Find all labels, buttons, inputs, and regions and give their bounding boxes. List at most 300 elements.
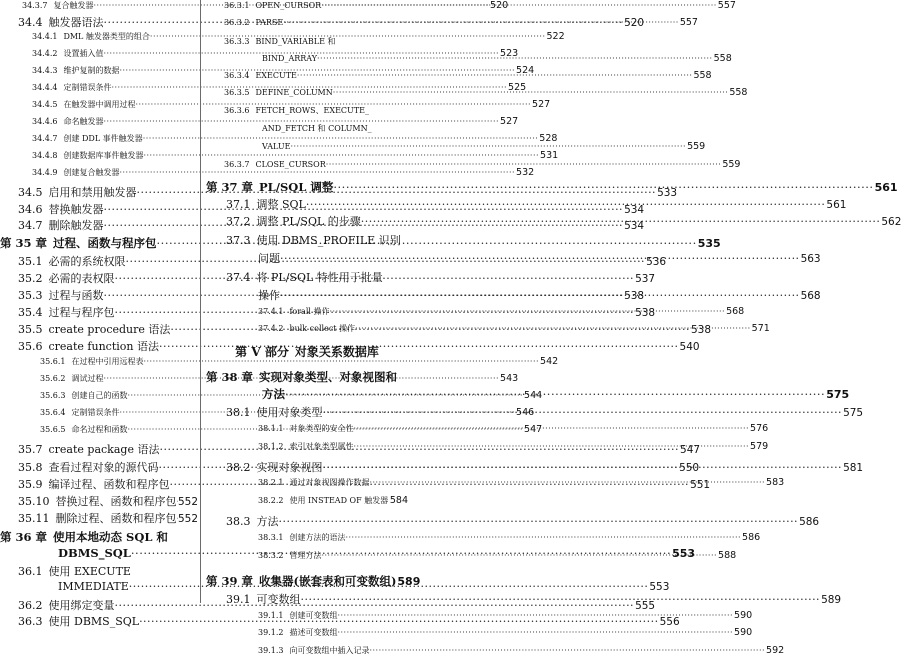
toc-page-number: 550 bbox=[678, 462, 699, 474]
toc-entry-title: bulk collect 操作 bbox=[289, 324, 355, 333]
toc-page-number: 552 bbox=[177, 513, 198, 525]
toc-entry-title: 实现对象视图 bbox=[257, 461, 323, 474]
toc-entry bbox=[206, 495, 408, 506]
toc-entry-text bbox=[258, 287, 280, 303]
toc-entry-title: CLOSE_CURSOR bbox=[255, 160, 325, 169]
toc-entry-number: 34.6 bbox=[18, 203, 43, 216]
toc-entry-number: 34.4.6 bbox=[32, 117, 57, 126]
toc-entry bbox=[206, 591, 408, 607]
toc-entry bbox=[0, 407, 198, 418]
toc-entry-number: 35.8 bbox=[18, 461, 43, 474]
toc-entry-number: 34.4.9 bbox=[32, 168, 57, 177]
toc-entry-number: 35.3 bbox=[18, 289, 43, 302]
toc-entry-number: 36.3 bbox=[18, 615, 43, 628]
toc-page-number: 589 bbox=[396, 575, 420, 588]
toc-entry bbox=[0, 287, 198, 303]
toc-page-number: 592 bbox=[765, 645, 784, 656]
toc-entry-text bbox=[258, 477, 369, 488]
toc-page-number: 538 bbox=[623, 290, 644, 302]
toc-entry-title: 命名触发器 bbox=[63, 117, 103, 126]
toc-page-number: 559 bbox=[721, 159, 740, 170]
toc-entry-number: 第 37 章 bbox=[206, 179, 253, 195]
dot-leader bbox=[280, 289, 800, 302]
toc-entry-number: 34.5 bbox=[18, 186, 43, 199]
toc-entry-text bbox=[224, 105, 369, 116]
toc-entry bbox=[206, 343, 408, 360]
toc-entry-number: 35.9 bbox=[18, 478, 43, 491]
toc-entry-title: 在过程中引用远程表 bbox=[71, 357, 143, 366]
toc-entry bbox=[0, 270, 198, 286]
toc-page-number: 547 bbox=[523, 424, 542, 435]
toc-entry-title: 对象类型的安全性 bbox=[289, 424, 353, 433]
toc-page-number: 559 bbox=[686, 141, 705, 152]
toc-entry bbox=[206, 423, 408, 434]
toc-entry-text bbox=[258, 610, 337, 621]
toc-entry bbox=[0, 613, 198, 629]
toc-entry-title: 查看过程对象的源代码 bbox=[49, 461, 159, 474]
toc-page-number: 525 bbox=[507, 82, 526, 93]
toc-page bbox=[0, 0, 408, 603]
toc-entry-text bbox=[226, 591, 301, 607]
column-divider bbox=[200, 0, 201, 603]
toc-page-number: 540 bbox=[679, 341, 700, 353]
toc-page-number: 584 bbox=[389, 495, 408, 506]
toc-page-number: 552 bbox=[177, 496, 198, 508]
toc-entry bbox=[0, 510, 198, 526]
toc-entry-text bbox=[18, 338, 159, 354]
toc-entry-text bbox=[18, 270, 115, 286]
toc-page-number: 536 bbox=[645, 256, 666, 268]
toc-page-number: 588 bbox=[717, 550, 736, 561]
toc-entry bbox=[0, 338, 198, 354]
toc-entry bbox=[0, 82, 198, 93]
toc-entry-text bbox=[32, 65, 119, 76]
toc-page-number: 535 bbox=[697, 237, 721, 250]
toc-entry-text bbox=[258, 532, 345, 543]
toc-entry-text bbox=[224, 71, 297, 80]
toc-entry-title: create procedure 语法 bbox=[49, 323, 171, 336]
toc-entry-number: 37.2 bbox=[226, 215, 251, 228]
toc-entry-title: 定制错误条件 bbox=[71, 408, 119, 417]
toc-page-number: 590 bbox=[733, 610, 752, 621]
toc-entry-number: 34.4.8 bbox=[32, 151, 57, 160]
toc-entry bbox=[0, 597, 198, 613]
toc-page-number: 557 bbox=[717, 0, 736, 11]
toc-entry bbox=[206, 550, 408, 561]
toc-entry-number: 38.3.2 bbox=[258, 551, 283, 560]
toc-entry bbox=[0, 14, 198, 30]
toc-entry-text bbox=[40, 390, 127, 401]
toc-entry-text bbox=[40, 356, 143, 367]
dot-leader bbox=[321, 551, 717, 560]
toc-page-number: 557 bbox=[679, 17, 698, 28]
dot-leader bbox=[317, 54, 713, 63]
toc-entry-title: PL/SQL 调整 bbox=[259, 180, 333, 194]
toc-entry-number: 38.2 bbox=[226, 461, 251, 474]
toc-entry-text bbox=[32, 150, 143, 161]
toc-entry bbox=[206, 0, 408, 11]
toc-entry-text bbox=[18, 441, 159, 457]
toc-entry-number: 第 39 章 bbox=[206, 573, 253, 589]
toc-entry-text bbox=[18, 217, 104, 233]
toc-entry-number: 34.7 bbox=[18, 219, 43, 232]
toc-entry-title: 描述可变数组 bbox=[289, 628, 337, 637]
toc-entry-number: 38.1.1 bbox=[258, 424, 283, 433]
toc-page-number: 553 bbox=[648, 581, 669, 593]
toc-page-number: 581 bbox=[842, 462, 863, 474]
toc-page-number: 575 bbox=[842, 407, 863, 419]
dot-leader bbox=[345, 533, 741, 542]
toc-entry-title: BIND_VARIABLE 和 bbox=[255, 37, 335, 46]
toc-entry-title: 必需的系统权限 bbox=[49, 255, 126, 268]
toc-entry-title: 启用和禁用触发器 bbox=[49, 186, 137, 199]
toc-page-number: 534 bbox=[623, 204, 644, 216]
dot-leader bbox=[290, 142, 686, 151]
toc-entry bbox=[206, 232, 408, 248]
toc-page-number: 561 bbox=[825, 199, 846, 211]
toc-entry-title: 创建自己的函数 bbox=[71, 391, 127, 400]
toc-entry bbox=[0, 356, 198, 367]
toc-entry-number: 38.1 bbox=[226, 406, 251, 419]
toc-entry-text bbox=[226, 513, 279, 529]
toc-page-number: 568 bbox=[725, 306, 744, 317]
dot-leader bbox=[301, 593, 821, 606]
toc-page-number: 575 bbox=[825, 388, 849, 401]
dot-leader bbox=[337, 611, 733, 620]
toc-entry-text bbox=[0, 235, 157, 251]
toc-entry-title: 收集器(嵌套表和可变数组) bbox=[259, 574, 396, 588]
toc-entry-number: 36.3.5 bbox=[224, 88, 249, 97]
toc-page-number: 571 bbox=[751, 323, 770, 334]
toc-entry bbox=[0, 580, 198, 593]
toc-entry-number: 34.4.2 bbox=[32, 49, 57, 58]
toc-entry-title: 使用 EXECUTE bbox=[49, 565, 131, 578]
toc-entry bbox=[206, 250, 408, 266]
toc-entry-number: 39.1 bbox=[226, 593, 251, 606]
toc-page-number: 556 bbox=[659, 616, 680, 628]
toc-entry-number: 36.2 bbox=[18, 599, 43, 612]
toc-entry-title: 可变数组 bbox=[257, 593, 301, 606]
toc-entry-number: 36.3.7 bbox=[224, 160, 249, 169]
toc-entry-text bbox=[18, 597, 115, 613]
toc-entry-text bbox=[224, 88, 333, 97]
toc-entry bbox=[206, 123, 408, 134]
dot-leader bbox=[333, 88, 729, 97]
toc-entry-number: 34.4.3 bbox=[32, 66, 57, 75]
toc-entry bbox=[206, 179, 408, 195]
toc-entry bbox=[0, 99, 198, 110]
toc-entry bbox=[0, 0, 198, 11]
toc-entry bbox=[0, 48, 198, 59]
toc-entry-number: 35.7 bbox=[18, 443, 43, 456]
toc-entry-number: 第 V 部分 bbox=[235, 343, 289, 360]
toc-entry-text bbox=[18, 304, 115, 320]
toc-entry-text bbox=[262, 123, 372, 134]
toc-entry-text bbox=[258, 495, 388, 506]
dot-leader bbox=[361, 215, 881, 228]
toc-entry-title: 将 PL/SQL 特性用于批量 bbox=[257, 271, 383, 284]
toc-entry-title: OPEN_CURSOR bbox=[255, 1, 321, 10]
toc-entry bbox=[0, 476, 198, 492]
toc-entry-number: 36.3.4 bbox=[224, 71, 249, 80]
toc-entry bbox=[0, 441, 198, 457]
toc-entry bbox=[206, 17, 408, 28]
toc-entry-title: 使用对象类型 bbox=[257, 406, 323, 419]
toc-entry bbox=[206, 532, 408, 543]
toc-entry-number: 38.3 bbox=[226, 515, 251, 528]
toc-entry-text bbox=[40, 424, 127, 435]
toc-entry-title: 触发器语法 bbox=[49, 16, 104, 29]
toc-entry bbox=[0, 65, 198, 76]
toc-entry-text bbox=[224, 36, 335, 47]
toc-entry-number: 35.5 bbox=[18, 323, 43, 336]
toc-entry-title: 调整 SQL bbox=[257, 198, 306, 211]
toc-page-number: 586 bbox=[798, 516, 819, 528]
toc-entry-title: create function 语法 bbox=[49, 340, 159, 353]
toc-entry-number: 35.6.5 bbox=[40, 425, 65, 434]
toc-page-number: 538 bbox=[690, 324, 711, 336]
toc-entry-title: VALUE bbox=[262, 142, 290, 151]
toc-entry-number: 35.6.3 bbox=[40, 391, 65, 400]
toc-entry-text bbox=[262, 54, 317, 63]
toc-entry bbox=[0, 304, 198, 320]
toc-entry-number: 38.3.1 bbox=[258, 533, 283, 542]
toc-entry-number: 39.1.1 bbox=[258, 611, 283, 620]
toc-entry-number: 35.6.1 bbox=[40, 357, 65, 366]
toc-page-number: 520 bbox=[489, 0, 508, 11]
toc-entry-text bbox=[226, 232, 401, 248]
toc-entry-number: 39.1.3 bbox=[258, 646, 283, 655]
toc-entry-text bbox=[32, 167, 119, 178]
dot-leader bbox=[321, 1, 717, 10]
toc-entry-title: AND_FETCH 和 COLUMN_ bbox=[262, 124, 372, 133]
toc-entry bbox=[206, 105, 408, 116]
toc-entry-title: 方法 bbox=[262, 387, 285, 401]
toc-entry-text bbox=[0, 529, 168, 545]
toc-page-number: 590 bbox=[733, 627, 752, 638]
toc-entry-number: 35.11 bbox=[18, 512, 50, 525]
toc-page-number: 547 bbox=[679, 444, 700, 456]
toc-entry-title: 过程与程序包 bbox=[49, 306, 115, 319]
toc-entry bbox=[0, 217, 198, 233]
toc-entry-number: 35.6 bbox=[18, 340, 43, 353]
toc-entry-title: 实现对象类型、对象视图和 bbox=[259, 370, 397, 384]
toc-page-number: 563 bbox=[800, 253, 821, 265]
toc-entry-title: 维护复制的数据 bbox=[63, 66, 119, 75]
toc-entry-title: 调整 PL/SQL 的步骤 bbox=[257, 215, 361, 228]
toc-entry-text bbox=[18, 510, 177, 526]
toc-entry-text bbox=[18, 253, 126, 269]
toc-entry-title: 问题 bbox=[258, 252, 280, 265]
toc-entry-title: 操作 bbox=[258, 289, 280, 302]
toc-page-number: 523 bbox=[499, 48, 518, 59]
toc-entry-text bbox=[258, 423, 353, 434]
toc-entry-text bbox=[58, 546, 131, 560]
toc-entry bbox=[206, 36, 408, 47]
toc-page-number: 531 bbox=[539, 150, 558, 161]
toc-entry-text bbox=[18, 459, 159, 475]
toc-page-number: 561 bbox=[874, 181, 898, 194]
toc-page-number: 558 bbox=[692, 70, 711, 81]
toc-entry-text bbox=[32, 99, 135, 110]
toc-page-number: 555 bbox=[634, 600, 655, 612]
toc-entry bbox=[206, 459, 408, 475]
toc-entry bbox=[206, 87, 408, 98]
toc-page-number: 520 bbox=[623, 17, 644, 29]
toc-entry-text bbox=[32, 48, 103, 59]
toc-entry-title: FETCH_ROWS、EXECUTE_ bbox=[255, 106, 369, 115]
toc-entry-text bbox=[258, 627, 337, 638]
toc-entry-text bbox=[206, 369, 397, 385]
toc-entry bbox=[206, 213, 408, 229]
toc-entry bbox=[0, 321, 198, 337]
toc-entry-text bbox=[258, 323, 355, 334]
toc-entry-title: DML 触发器类型的组合 bbox=[63, 32, 149, 41]
toc-entry-number: 第 38 章 bbox=[206, 369, 253, 385]
toc-entry bbox=[0, 133, 198, 144]
toc-entry-title: 调试过程 bbox=[71, 374, 103, 383]
dot-leader bbox=[285, 387, 825, 401]
dot-leader bbox=[326, 160, 722, 169]
toc-entry-text bbox=[18, 184, 137, 200]
toc-entry bbox=[0, 546, 198, 560]
toc-entry bbox=[0, 459, 198, 475]
toc-entry-title: 方法 bbox=[257, 515, 279, 528]
dot-leader bbox=[283, 18, 679, 27]
dot-leader bbox=[329, 307, 725, 316]
toc-entry-text bbox=[258, 306, 329, 317]
toc-entry-title: 向可变数组中插入记录 bbox=[289, 646, 369, 655]
toc-entry bbox=[206, 141, 408, 152]
dot-leader bbox=[353, 424, 749, 433]
toc-entry-title: 删除过程、函数和程序包 bbox=[56, 512, 177, 525]
toc-page-number: 542 bbox=[539, 356, 558, 367]
toc-page-number: 558 bbox=[728, 87, 747, 98]
toc-entry-title: 过程与函数 bbox=[49, 289, 104, 302]
toc-entry-number: 34.4.4 bbox=[32, 83, 57, 92]
toc-entry bbox=[0, 424, 198, 435]
toc-entry-number: 34.4.5 bbox=[32, 100, 57, 109]
dot-leader bbox=[369, 646, 765, 655]
toc-entry-title: 复合触发器 bbox=[53, 1, 93, 10]
toc-entry-text bbox=[40, 373, 103, 384]
toc-entry-text bbox=[206, 179, 333, 195]
toc-entry-text bbox=[226, 196, 306, 212]
toc-page-number: 543 bbox=[499, 373, 518, 384]
dot-leader bbox=[279, 515, 799, 528]
toc-entry-number: 37.1 bbox=[226, 198, 251, 211]
toc-entry-text bbox=[258, 250, 280, 266]
toc-page-number: 583 bbox=[765, 477, 784, 488]
toc-entry bbox=[206, 477, 408, 488]
toc-entry bbox=[206, 645, 408, 656]
toc-entry-text bbox=[32, 133, 143, 144]
toc-entry-number: 34.4.7 bbox=[32, 134, 57, 143]
toc-entry bbox=[206, 53, 408, 64]
toc-entry-title: 管理方法 bbox=[289, 551, 321, 560]
toc-page-number: 524 bbox=[515, 65, 534, 76]
toc-entry-text bbox=[226, 213, 361, 229]
toc-entry-text bbox=[18, 613, 139, 629]
toc-entry-number: 37.4.1 bbox=[258, 307, 283, 316]
toc-entry-title: 使用本地动态 SQL 和 bbox=[53, 530, 168, 544]
toc-entry-number: 39.1.2 bbox=[258, 628, 283, 637]
toc-entry-text bbox=[262, 386, 285, 402]
toc-entry bbox=[0, 150, 198, 161]
toc-page-number: 589 bbox=[820, 594, 841, 606]
toc-entry bbox=[0, 253, 198, 269]
toc-entry-text bbox=[258, 441, 353, 452]
toc-entry-number: 36.3.6 bbox=[224, 106, 249, 115]
toc-entry bbox=[206, 323, 408, 334]
toc-page-number: 558 bbox=[713, 53, 732, 64]
toc-entry-text bbox=[58, 580, 129, 593]
toc-entry-title: 命名过程和函数 bbox=[71, 425, 127, 434]
toc-entry-title: 删除触发器 bbox=[49, 219, 104, 232]
toc-entry-title: 替换过程、函数和程序包 bbox=[56, 495, 177, 508]
toc-entry-number: 35.4 bbox=[18, 306, 43, 319]
toc-entry bbox=[206, 159, 408, 170]
toc-page-number: 551 bbox=[689, 479, 710, 491]
toc-entry-text bbox=[22, 0, 93, 11]
toc-entry-title: 设置插入值 bbox=[63, 49, 103, 58]
toc-entry-number: 37.3 bbox=[226, 234, 251, 247]
toc-entry-text bbox=[32, 31, 150, 42]
toc-entry-text bbox=[32, 82, 111, 93]
toc-entry bbox=[0, 493, 198, 509]
toc-entry bbox=[0, 31, 198, 42]
toc-entry-number: 34.3.7 bbox=[22, 1, 47, 10]
toc-page-number: 576 bbox=[749, 423, 768, 434]
toc-entry-text bbox=[18, 14, 104, 30]
toc-entry-number: 第 35 章 bbox=[0, 235, 47, 251]
toc-entry-text bbox=[18, 563, 131, 579]
toc-entry-text bbox=[235, 343, 379, 360]
toc-entry-title: 创建数据库事件触发器 bbox=[63, 151, 143, 160]
toc-entry bbox=[206, 196, 408, 212]
toc-entry-title: 使用 DBMS_PROFILE 识别 bbox=[257, 234, 401, 247]
toc-entry-text bbox=[258, 550, 321, 561]
toc-entry-number: 35.10 bbox=[18, 495, 50, 508]
toc-page-number: 568 bbox=[800, 290, 821, 302]
toc-entry-number: 35.2 bbox=[18, 272, 43, 285]
toc-entry-number: 34.4 bbox=[18, 16, 43, 29]
toc-entry-text bbox=[18, 287, 104, 303]
toc-page-number: 537 bbox=[634, 273, 655, 285]
toc-entry-number: 36.3.3 bbox=[224, 37, 249, 46]
dot-leader bbox=[306, 198, 826, 211]
dot-leader bbox=[353, 442, 749, 451]
toc-entry-title: 使用绑定变量 bbox=[49, 599, 115, 612]
toc-entry-title: 创建复合触发器 bbox=[63, 168, 119, 177]
toc-entry-number: 38.1.2 bbox=[258, 442, 283, 451]
toc-page-number: 586 bbox=[741, 532, 760, 543]
toc-entry bbox=[206, 369, 408, 385]
toc-page-number: 544 bbox=[523, 390, 542, 401]
toc-entry-number: 38.2.2 bbox=[258, 496, 283, 505]
toc-page-number: 527 bbox=[499, 116, 518, 127]
toc-entry-text bbox=[226, 404, 323, 420]
toc-page-number: 534 bbox=[623, 220, 644, 232]
toc-entry bbox=[206, 269, 408, 285]
toc-entry-title: 在触发器中调用过程 bbox=[63, 100, 135, 109]
toc-entry-number: 36.3.1 bbox=[224, 1, 249, 10]
toc-entry-text bbox=[226, 459, 323, 475]
toc-entry-title: 创建方法的语法 bbox=[289, 533, 345, 542]
toc-entry bbox=[0, 529, 198, 545]
toc-entry bbox=[0, 184, 198, 200]
toc-entry-text bbox=[18, 321, 170, 337]
